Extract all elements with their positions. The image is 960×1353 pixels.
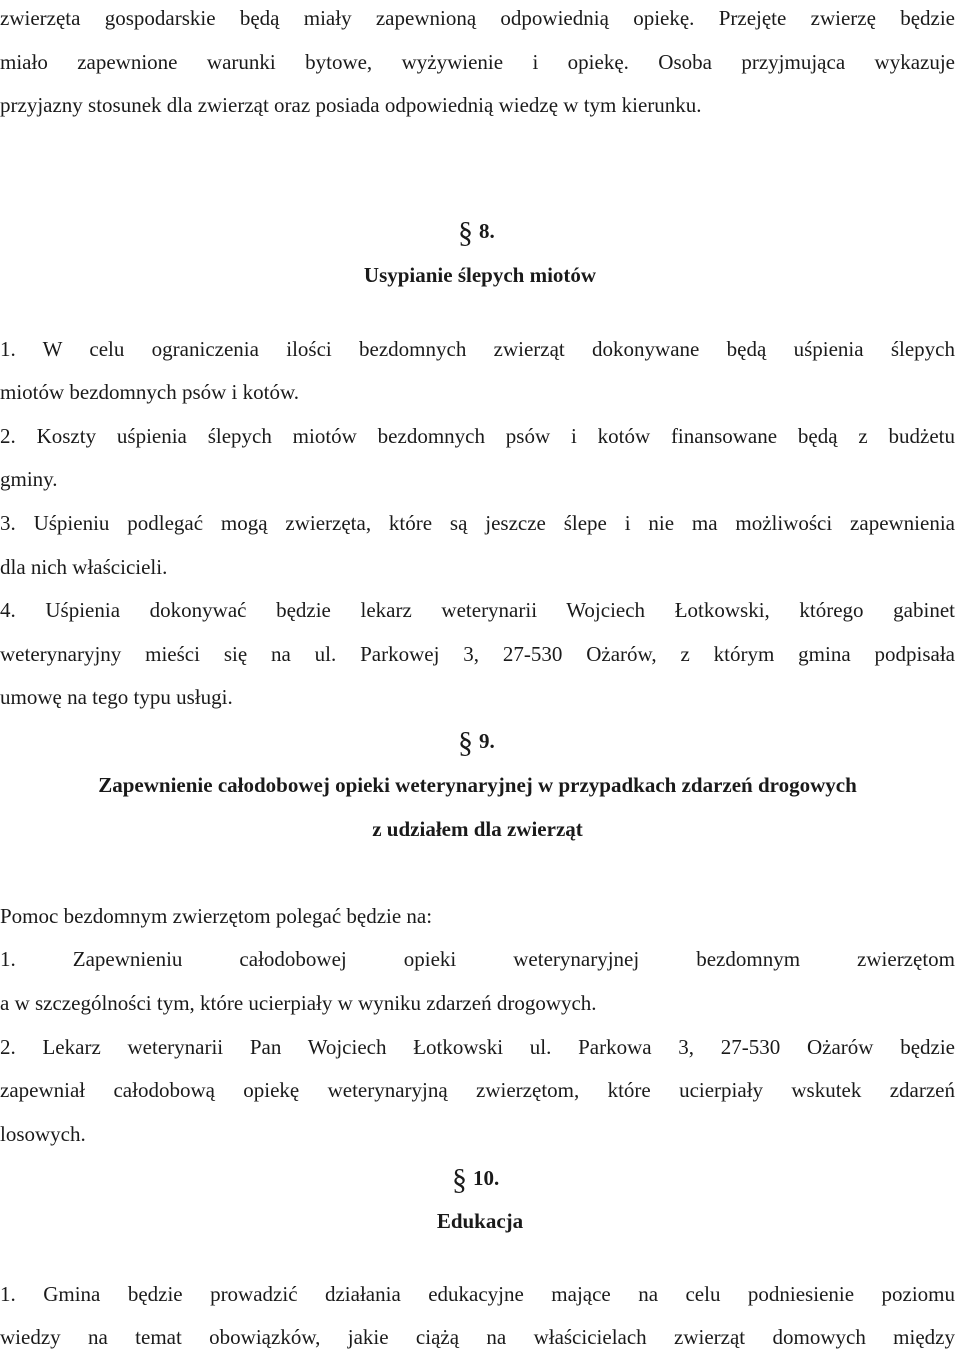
paragraph-line: umowę na tego typu usługi. <box>0 685 233 709</box>
paragraph-line: zwierzęta gospodarskie będą miały zapewnioną odpowiednią opiekę. Przejęte zwierzę będzie <box>0 6 955 30</box>
paragraph-line: wiedzy na temat obowiązków, jakie ciążą na właścicielach zwierząt domowych między <box>0 1325 955 1349</box>
section-8-number <box>458 216 495 249</box>
section-number: 8. <box>479 219 495 243</box>
section-10-number <box>452 1163 500 1196</box>
paragraph-line: Pomoc bezdomnym zwierzętom polegać będzie na: <box>0 904 433 928</box>
section-9-title-line-2: z udziałem dla zwierząt <box>372 817 583 841</box>
section-number: 9. <box>479 729 495 753</box>
paragraph-line: miało zapewnione warunki bytowe, wyżywienie i opiekę. Osoba przyjmująca wykazuje <box>0 50 955 74</box>
paragraph-line: miotów bezdomnych psów i kotów. <box>0 380 300 404</box>
paragraph-line: 2. Koszty uśpienia ślepych miotów bezdomnych psów i kotów finansowane będą z budżetu <box>0 424 955 448</box>
paragraph-line: a w szczególności tym, które ucierpiały w wyniku zdarzeń drogowych. <box>0 991 597 1015</box>
section-8-title: Usypianie ślepych miotów <box>363 263 597 287</box>
paragraph-line: 2. Lekarz weterynarii Pan Wojciech Łotkowski ul. Parkowa 3, 27-530 Ożarów będzie <box>0 1035 955 1059</box>
paragraph-line: 4. Uśpienia dokonywać będzie lekarz weterynarii Wojciech Łotkowski, którego gabinet <box>0 598 955 622</box>
paragraph-line: przyjazny stosunek dla zwierząt oraz posiada odpowiednią wiedzę w tym kierunku. <box>0 93 702 117</box>
paragraph-line: 1. Zapewnieniu całodobowej opieki weterynaryjnej bezdomnym zwierzętom <box>0 947 955 971</box>
section-symbol: § <box>458 726 473 759</box>
section-symbol: § <box>458 216 473 249</box>
section-number: 10. <box>473 1166 500 1190</box>
section-9-number <box>458 726 495 759</box>
section-symbol: § <box>452 1163 467 1196</box>
paragraph-line: 3. Uśpieniu podlegać mogą zwierzęta, które są jeszcze ślepe i nie ma możliwości zapewnienia <box>0 511 955 535</box>
section-10-title: Edukacja <box>436 1209 524 1233</box>
paragraph-line: losowych. <box>0 1122 86 1146</box>
section-9-title-line-1: Zapewnienie całodobowej opieki weterynaryjnej w przypadkach zdarzeń drogowych <box>98 773 857 797</box>
paragraph-line: dla nich właścicieli. <box>0 555 168 579</box>
paragraph-line: gminy. <box>0 467 58 491</box>
paragraph-line: weterynaryjny mieści się na ul. Parkowej 3, 27-530 Ożarów, z którym gmina podpisała <box>0 642 955 666</box>
paragraph-line: 1. W celu ograniczenia ilości bezdomnych zwierząt dokonywane będą uśpienia ślepych <box>0 337 955 361</box>
paragraph-line: 1. Gmina będzie prowadzić działania edukacyjne mające na celu podniesienie poziomu <box>0 1282 955 1306</box>
paragraph-line: zapewniał całodobową opiekę weterynaryjną zwierzętom, które ucierpiały wskutek zdarzeń <box>0 1078 955 1102</box>
